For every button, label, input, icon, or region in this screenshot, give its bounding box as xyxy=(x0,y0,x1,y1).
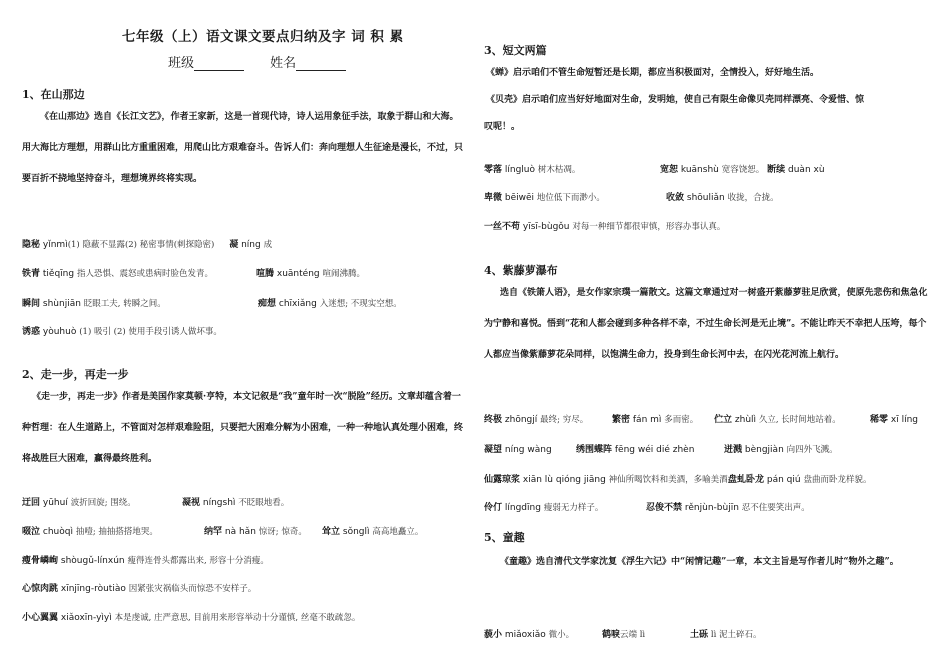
vocab-def: lì 泥土碎石。 xyxy=(710,630,762,640)
vocab-def: 本是虔诚, 庄严意思, 目前用来形容举动十分谨慎, 丝毫不敢疏忽。 xyxy=(114,613,361,623)
vocab-item xyxy=(22,266,256,279)
vocab-word: 凝望 xyxy=(484,445,503,455)
vocab-def: 宽容饶恕。 xyxy=(721,165,765,175)
class-name-line xyxy=(168,52,368,71)
vocab-item xyxy=(322,524,423,537)
vocab-def: 惊讶; 惊奇。 xyxy=(258,527,307,537)
vocab-line xyxy=(484,219,725,232)
vocab-item xyxy=(22,581,256,594)
vocab-pinyin: níng xyxy=(241,240,261,250)
vocab-pinyin: yūhuí xyxy=(42,498,68,508)
vocab-item xyxy=(22,237,214,250)
vocab-def: 成 xyxy=(263,240,273,250)
vocab-pinyin: chīxiǎng xyxy=(278,299,317,309)
vocab-line xyxy=(22,524,423,537)
vocab-line xyxy=(22,324,222,337)
vocab-item xyxy=(714,412,870,425)
vocab-def: 神仙所喝饮料和美酒，多喻美酒。 xyxy=(608,475,737,485)
vocab-def: 地位低下而渺小。 xyxy=(536,193,605,203)
vocab-line xyxy=(484,627,762,640)
vocab-item xyxy=(484,627,602,640)
section-heading: 5、童趣 xyxy=(484,531,525,544)
vocab-word: 藐小 xyxy=(484,630,503,640)
vocab-item xyxy=(484,442,576,455)
section-heading: 3、短文两篇 xyxy=(484,44,547,57)
vocab-def: 多而密。 xyxy=(664,415,699,425)
section-heading: 1、在山那边 xyxy=(22,88,85,101)
vocab-item xyxy=(602,627,690,640)
vocab-word: 收敛 xyxy=(666,193,685,203)
vocab-line xyxy=(22,553,269,566)
vocab-word: 一丝不苟 xyxy=(484,222,521,232)
vocab-word: 伶仃 xyxy=(484,503,503,513)
vocab-item xyxy=(229,237,272,250)
vocab-pinyin: sǒnglì xyxy=(342,527,370,537)
vocab-pinyin: rěnjùn-bùjīn xyxy=(684,503,739,513)
vocab-item xyxy=(484,219,725,232)
vocab-word: 土砾 xyxy=(690,630,709,640)
vocab-def: 盘曲而卧龙样貌。 xyxy=(803,475,872,485)
vocab-item xyxy=(484,472,737,485)
vocab-item xyxy=(724,442,838,455)
vocab-line xyxy=(484,162,825,175)
vocab-item xyxy=(660,162,764,175)
vocab-item xyxy=(182,495,289,508)
vocab-word: 鹤唳 xyxy=(602,630,621,640)
vocab-line xyxy=(22,610,360,623)
vocab-pinyin: níng wàng xyxy=(504,445,552,455)
section-paragraph: 《童趣》选自清代文学家沈复《浮生六记》中“闲情记趣”一章，本文主旨是写作者儿时“物外之趣”。 xyxy=(500,557,899,567)
vocab-item xyxy=(690,627,762,640)
vocab-item xyxy=(484,412,612,425)
vocab-def: 向四外飞溅。 xyxy=(786,445,838,455)
vocab-item xyxy=(484,190,666,203)
vocab-line xyxy=(484,442,838,455)
section-paragraph: 《走一步，再走一步》作者是美国作家莫顿·亨特，本文记叙是“我”童年时一次“脱险”经历。文章却蕴含着一种哲理：在人生道路上，不管面对怎样艰难险阻，只要把大困难分解为小困难，一种一种地认真处理小困难，终将战胜巨大困难，赢得最终胜利。 xyxy=(22,392,464,464)
vocab-line xyxy=(22,237,272,250)
vocab-word: 迂回 xyxy=(22,498,41,508)
vocab-def: 久立, 长时间地站着。 xyxy=(758,415,841,425)
vocab-def: (1) 隐蔽不显露(2) 秘密事情(刺探隐密) xyxy=(67,240,215,250)
vocab-item xyxy=(728,472,872,485)
vocab-word: 凝 xyxy=(229,240,239,250)
vocab-pinyin: duàn xù xyxy=(788,165,825,175)
vocab-pinyin: fán mì xyxy=(632,415,662,425)
vocab-word: 零落 xyxy=(484,165,503,175)
vocab-pinyin: pán qiú xyxy=(766,475,801,485)
vocab-def: 瘦弱无力样子。 xyxy=(543,503,604,513)
vocab-def: 最终; 穷尽。 xyxy=(540,415,589,425)
vocab-def: 瘦得连骨头都露出来, 形容十分消瘦。 xyxy=(127,556,269,566)
vocab-pinyin: zhōngjí xyxy=(504,415,538,425)
vocab-pinyin: xīnjīng-ròutiào xyxy=(60,584,126,594)
vocab-line xyxy=(22,581,256,594)
vocab-item xyxy=(258,296,402,309)
vocab-item xyxy=(612,412,714,425)
vocab-word: 凝视 xyxy=(182,498,201,508)
vocab-word: 宽恕 xyxy=(660,165,679,175)
section-paragraph: 《蝉》启示咱们不管生命短暂还是长期，都应当积极面对，全情投入，好好地生活。 xyxy=(486,68,820,78)
vocab-pinyin: língdīng xyxy=(504,503,541,513)
vocab-word: 铁青 xyxy=(22,269,41,279)
vocab-word: 瘦骨嶙峋 xyxy=(22,556,59,566)
vocab-word: 瞬间 xyxy=(22,299,41,309)
vocab-word: 纳罕 xyxy=(204,527,223,537)
vocab-item xyxy=(22,324,222,337)
vocab-item xyxy=(870,412,918,425)
vocab-line xyxy=(484,472,872,485)
vocab-def: 不眨眼地看。 xyxy=(238,498,290,508)
name-label: 姓名 xyxy=(270,56,297,71)
vocab-word: 隐秘 xyxy=(22,240,41,250)
vocab-def: 忍不住要笑出声。 xyxy=(741,503,810,513)
vocab-pinyin: kuānshù xyxy=(680,165,719,175)
vocab-word: 忍俊不禁 xyxy=(646,503,683,513)
vocab-pinyin: zhùlì xyxy=(734,415,757,425)
vocab-line xyxy=(22,296,402,309)
vocab-pinyin: yīsī-bùgǒu xyxy=(522,222,570,232)
vocab-item xyxy=(576,442,724,455)
vocab-item xyxy=(484,500,646,513)
section-heading: 4、紫藤萝瀑布 xyxy=(484,264,558,277)
vocab-pinyin: xiǎoxīn-yìyì xyxy=(60,613,112,623)
vocab-def: 入迷想; 不现实空想。 xyxy=(319,299,402,309)
vocab-def: 树木枯凋。 xyxy=(537,165,581,175)
vocab-pinyin: xuānténg xyxy=(276,269,320,279)
vocab-item xyxy=(22,296,258,309)
vocab-word: 伫立 xyxy=(714,415,733,425)
name-blank[interactable] xyxy=(296,57,346,71)
vocab-word: 卑微 xyxy=(484,193,503,203)
vocab-pinyin: tiěqīng xyxy=(42,269,75,279)
vocab-pinyin: chuòqì xyxy=(42,527,73,537)
vocab-word: 断续 xyxy=(767,165,786,175)
vocab-word: 迸溅 xyxy=(724,445,743,455)
vocab-def: 抽噎; 抽抽搭搭地哭。 xyxy=(75,527,158,537)
section-paragraph: 《在山那边》选自《长江文艺》，作者王家新，这是一首现代诗，诗人运用象征手法，取象于群山和大海。用大海比方理想，用群山比方重重困难，用爬山比方艰难奋斗。告诉人们：奔向理想人生征途是漫长，不过，只要百折不挠地坚持奋斗，理想境界终将实现。 xyxy=(22,112,464,184)
class-label: 班级 xyxy=(168,56,195,71)
vocab-pinyin: yòuhuò xyxy=(42,327,77,337)
vocab-pinyin: shòugǔ-línxún xyxy=(60,556,125,566)
vocab-def: 因紧张灾祸临头而惊恐不安样子。 xyxy=(128,584,257,594)
page-title: 七年级（上）语文课文要点归纳及字 词 积 累 xyxy=(122,29,404,45)
vocab-item xyxy=(22,610,360,623)
vocab-pinyin: yǐnmì xyxy=(42,240,68,250)
vocab-word: 耸立 xyxy=(322,527,341,537)
vocab-def: 指人恐惧、震怒或患病时脸色发青。 xyxy=(76,269,213,279)
vocab-line xyxy=(22,266,365,279)
vocab-line xyxy=(484,412,918,425)
vocab-item xyxy=(22,553,269,566)
vocab-word: 绣围蝶阵 xyxy=(576,445,613,455)
vocab-item xyxy=(666,190,779,203)
vocab-item xyxy=(646,500,810,513)
class-blank[interactable] xyxy=(194,57,244,71)
vocab-word: 终极 xyxy=(484,415,503,425)
vocab-pinyin: miǎoxiǎo xyxy=(504,630,546,640)
vocab-def: 喧闹沸腾。 xyxy=(322,269,366,279)
vocab-word: 喧腾 xyxy=(256,269,275,279)
vocab-item xyxy=(484,162,660,175)
vocab-pinyin: fēng wéi dié zhèn xyxy=(614,445,695,455)
vocab-def: 收拢，合拢。 xyxy=(727,193,779,203)
vocab-item xyxy=(767,162,824,175)
vocab-pinyin: língluò xyxy=(504,165,536,175)
vocab-pinyin: xī líng xyxy=(890,415,918,425)
vocab-def: 波折回旋; 围绕。 xyxy=(70,498,136,508)
vocab-def: (1) 吸引 (2) 使用手段引诱人做坏事。 xyxy=(79,327,222,337)
vocab-line xyxy=(22,495,289,508)
vocab-pinyin: nà hǎn xyxy=(224,527,256,537)
section-heading: 2、走一步，再走一步 xyxy=(22,368,129,381)
vocab-item xyxy=(22,495,182,508)
vocab-def: 眨眼工夫, 转瞬之间。 xyxy=(83,299,166,309)
vocab-def: 云端 lì xyxy=(620,630,646,640)
vocab-pinyin: bēiwēi xyxy=(504,193,535,203)
vocab-pinyin: xiān lù qióng jiāng xyxy=(522,475,606,485)
vocab-line xyxy=(484,500,810,513)
vocab-pinyin: níngshì xyxy=(202,498,236,508)
vocab-word: 痴想 xyxy=(258,299,277,309)
vocab-def: 高高地矗立。 xyxy=(372,527,424,537)
vocab-def: 对每一种细节都很审慎，形容办事认真。 xyxy=(572,222,726,232)
vocab-item xyxy=(204,524,322,537)
vocab-word: 诱惑 xyxy=(22,327,41,337)
vocab-word: 心惊肉跳 xyxy=(22,584,59,594)
vocab-item xyxy=(22,524,204,537)
vocab-word: 小心翼翼 xyxy=(22,613,59,623)
vocab-pinyin: shùnjiān xyxy=(42,299,81,309)
vocab-word: 仙露琼浆 xyxy=(484,475,521,485)
vocab-pinyin: shōuliǎn xyxy=(686,193,725,203)
vocab-item xyxy=(256,266,365,279)
section-paragraph: 《贝壳》启示咱们应当好好地面对生命，发明她，使自己有限生命像贝壳同样漂亮、令爱惜、惊叹呢！。 xyxy=(484,95,865,132)
vocab-pinyin: bèngjiàn xyxy=(744,445,784,455)
vocab-word: 啜泣 xyxy=(22,527,41,537)
vocab-def: 微小。 xyxy=(548,630,575,640)
section-paragraph: 选自《铁箫人语》，是女作家宗璞一篇散文。这篇文章通过对一树盛开紫藤萝驻足欣赏，使原先悲伤和焦急化为宁静和喜悦。悟到“花和人都会碰到多种各样不幸，不过生命长河是无止境”。不能让昨天不幸把人压垮，每个人都应当像紫藤萝花朵同样，以饱满生命力，投身到生命长河中去，在闪光花河流上航行。 xyxy=(484,288,928,360)
vocab-word: 稀零 xyxy=(870,415,889,425)
vocab-word: 繁密 xyxy=(612,415,631,425)
vocab-word: 盘虬卧龙 xyxy=(728,475,765,485)
vocab-line xyxy=(484,190,779,203)
